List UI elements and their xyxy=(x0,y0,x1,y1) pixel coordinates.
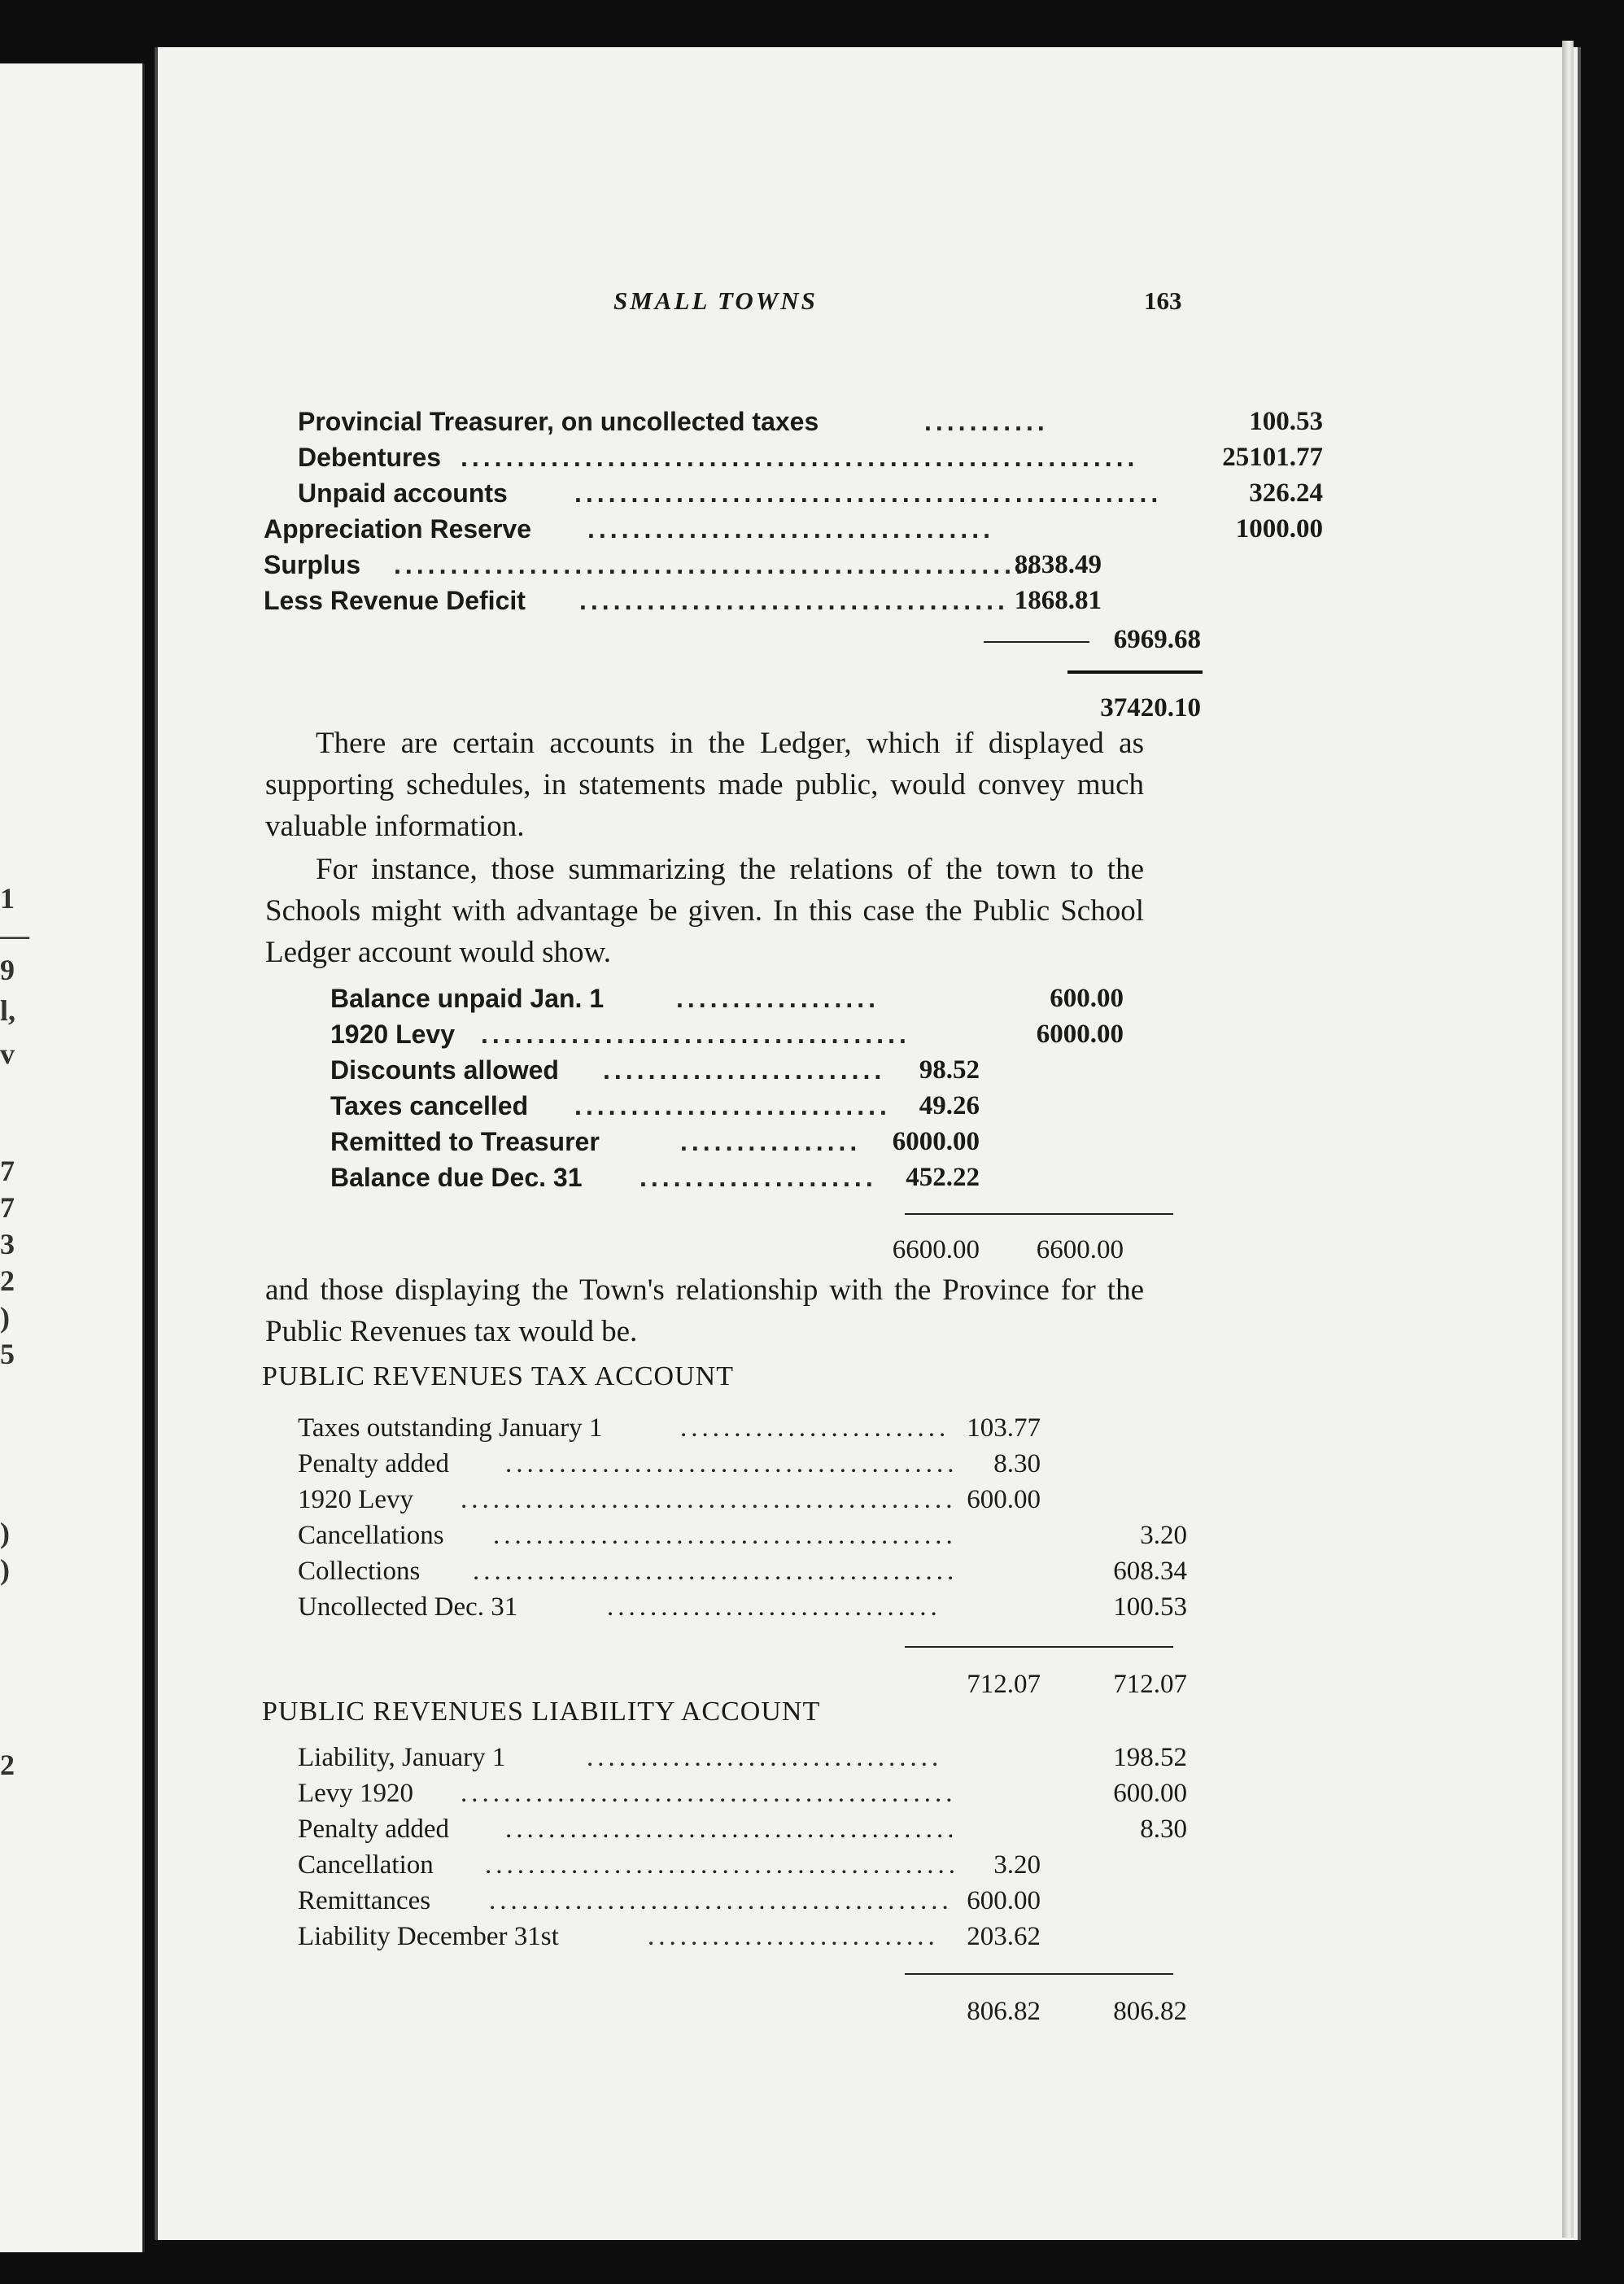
ledger-line xyxy=(298,1446,1193,1482)
facing-page-fragment: ) xyxy=(0,1301,10,1334)
dot-leader: .............................................. xyxy=(461,1485,957,1514)
dot-leader: ..................... xyxy=(640,1163,877,1192)
amount-col2: 608.34 xyxy=(1113,1557,1187,1586)
line-label: 1920 Levy xyxy=(298,1485,414,1514)
ledger-line xyxy=(298,1847,1193,1883)
line-label: Unpaid accounts xyxy=(298,478,508,508)
amount-col2: 6000.00 xyxy=(1036,1020,1124,1049)
line-label: Cancellations xyxy=(298,1521,444,1550)
amount-col1: 6000.00 xyxy=(892,1127,980,1156)
amount-col2: 100.53 xyxy=(1249,407,1323,436)
ledger-line xyxy=(298,1775,1193,1811)
dot-leader: ........................... xyxy=(648,1922,939,1951)
dot-leader: ...................................... xyxy=(481,1020,910,1049)
ledger-line xyxy=(298,1410,1193,1446)
line-label: Discounts allowed xyxy=(330,1055,559,1085)
dot-leader: .............................................. xyxy=(461,1779,957,1808)
dot-leader: ................ xyxy=(680,1127,862,1156)
total-col1: 712.07 xyxy=(967,1670,1041,1699)
dot-leader: ......................... xyxy=(680,1413,950,1443)
dot-leader: ........... xyxy=(924,407,1049,436)
amount-col1: 49.26 xyxy=(919,1091,980,1120)
ledger-line xyxy=(298,1518,1193,1553)
amount-col2: 600.00 xyxy=(1113,1779,1187,1808)
line-label: Taxes outstanding January 1 xyxy=(298,1413,603,1443)
ledger-line xyxy=(264,547,1191,583)
amount-col1: 3.20 xyxy=(993,1850,1041,1880)
facing-page-fragment: 2 xyxy=(0,1749,15,1781)
ledger-line xyxy=(298,404,1323,439)
amount-col2: 3.20 xyxy=(1140,1521,1187,1550)
line-label: Collections xyxy=(298,1557,421,1586)
ledger-line xyxy=(298,1553,1193,1589)
paragraph xyxy=(265,1269,1144,1352)
ledger-line xyxy=(298,1740,1193,1775)
total-col1: 6600.00 xyxy=(892,1235,980,1264)
account-heading: PUBLIC REVENUES TAX ACCOUNT xyxy=(262,1361,734,1391)
dot-leader: ............................................ xyxy=(485,1850,959,1880)
line-label: Penalty added xyxy=(298,1815,450,1844)
dot-leader: ......................... xyxy=(603,1055,886,1085)
amount-col2: 25101.77 xyxy=(1222,443,1323,472)
line-label: Balance due Dec. 31 xyxy=(330,1163,583,1192)
amount-col2: 198.52 xyxy=(1113,1743,1187,1772)
facing-page-fragment: v xyxy=(0,1037,15,1070)
account-heading: PUBLIC REVENUES LIABILITY ACCOUNT xyxy=(262,1697,821,1727)
line-label: Balance unpaid Jan. 1 xyxy=(330,984,605,1013)
line-label: Penalty added xyxy=(298,1449,450,1478)
amount-col1: 8.30 xyxy=(993,1449,1041,1478)
ledger-line xyxy=(330,1088,1144,1124)
running-head: SMALL TOWNS xyxy=(613,286,818,315)
amount-col1: 203.62 xyxy=(967,1922,1041,1951)
book-page xyxy=(155,47,1581,2240)
ledger-line xyxy=(330,1052,1144,1088)
total-col2: 806.82 xyxy=(1113,1997,1187,2026)
facing-page-fragment: 1 xyxy=(0,882,15,915)
ledger-line xyxy=(298,475,1323,511)
totals-line xyxy=(833,1232,1175,1268)
amount-col1: 600.00 xyxy=(967,1485,1041,1514)
ledger-line xyxy=(330,1016,1144,1052)
net-surplus-line xyxy=(1054,622,1201,657)
balance-total-line xyxy=(1054,690,1201,726)
facing-page-fragment: ) xyxy=(0,1553,10,1586)
total-rule xyxy=(905,1973,1173,1975)
page-fore-edge xyxy=(1562,41,1574,2238)
ledger-line xyxy=(298,1883,1193,1919)
facing-page-fragment: 2 xyxy=(0,1264,15,1297)
line-label: Remitted to Treasurer xyxy=(330,1127,600,1156)
paragraph xyxy=(265,723,1144,847)
facing-page-fragment: 7 xyxy=(0,1155,15,1187)
dot-leader: .......................................... xyxy=(505,1449,958,1478)
amount-col1: 8838.49 xyxy=(1014,550,1102,579)
total-col1: 806.82 xyxy=(967,1997,1041,2026)
dot-leader: ............................... xyxy=(607,1592,941,1622)
line-label: Less Revenue Deficit xyxy=(264,586,526,615)
totals-line xyxy=(894,1666,1195,1702)
line-label: Remittances xyxy=(298,1886,431,1915)
ledger-line xyxy=(264,511,1323,547)
facing-page-fragment: 3 xyxy=(0,1228,15,1260)
dot-leader: ......................................................... xyxy=(394,550,1038,579)
dot-leader: .................. xyxy=(676,984,880,1013)
amount-col2: 8.30 xyxy=(1140,1815,1187,1844)
total-rule xyxy=(905,1646,1173,1648)
ledger-line xyxy=(330,1159,1144,1195)
net-surplus-amount: 6969.68 xyxy=(1113,625,1201,654)
facing-page-fragment: — xyxy=(0,919,29,951)
ledger-line xyxy=(298,439,1323,475)
ledger-line xyxy=(298,1811,1193,1847)
line-label: Liability December 31st xyxy=(298,1922,559,1951)
total-col2: 6600.00 xyxy=(1036,1235,1124,1264)
totals-line xyxy=(894,1994,1195,2029)
paragraph-text: For instance, those summarizing the relations of the town to the Schools might with advantage be given. In this case the Public School Ledger account would show. xyxy=(265,853,1144,969)
dot-leader: ........................................... xyxy=(489,1886,953,1915)
amount-col2: 326.24 xyxy=(1249,478,1323,508)
ledger-line xyxy=(264,583,1191,618)
ledger-line xyxy=(298,1482,1193,1518)
dot-leader: .................................................... xyxy=(574,478,1163,508)
amount-col1: 1868.81 xyxy=(1014,586,1102,615)
line-label: Appreciation Reserve xyxy=(264,514,532,544)
facing-page-fragment: ) xyxy=(0,1517,10,1549)
total-rule xyxy=(1067,670,1203,674)
page-content xyxy=(158,47,1578,2240)
balance-total-amount: 37420.10 xyxy=(1100,693,1201,723)
ledger-line xyxy=(330,980,1144,1016)
amount-col1: 98.52 xyxy=(919,1055,980,1085)
amount-col1: 600.00 xyxy=(967,1886,1041,1915)
amount-col2: 100.53 xyxy=(1113,1592,1187,1622)
facing-page-fragment: 9 xyxy=(0,954,15,986)
facing-page-fragment: 5 xyxy=(0,1338,15,1370)
dot-leader: ................................. xyxy=(587,1743,943,1772)
amount-col2: 600.00 xyxy=(1050,984,1124,1013)
facing-page-fragment: l, xyxy=(0,994,16,1027)
dot-leader: ............................................................ xyxy=(461,443,1139,472)
line-label: Uncollected Dec. 31 xyxy=(298,1592,518,1622)
paragraph xyxy=(265,849,1144,973)
total-col2: 712.07 xyxy=(1113,1670,1187,1699)
total-rule xyxy=(905,1213,1173,1215)
ledger-line xyxy=(298,1919,1193,1954)
amount-col2: 1000.00 xyxy=(1235,514,1323,544)
dot-leader: .......................................... xyxy=(505,1815,958,1844)
ledger-line xyxy=(298,1589,1193,1625)
facing-page-edge xyxy=(0,63,145,2252)
line-label: Debentures xyxy=(298,443,442,472)
line-label: Taxes cancelled xyxy=(330,1091,529,1120)
line-label: Provincial Treasurer, on uncollected taxes xyxy=(298,407,819,436)
amount-col1: 452.22 xyxy=(906,1163,980,1192)
line-label: Cancellation xyxy=(298,1850,434,1880)
line-label: 1920 Levy xyxy=(330,1020,456,1049)
facing-page-fragment: 7 xyxy=(0,1191,15,1224)
line-label: Surplus xyxy=(264,550,361,579)
paragraph-text: and those displaying the Town's relationship with the Province for the Public Revenues tax would be. xyxy=(265,1273,1144,1348)
dot-leader: ............................ xyxy=(574,1091,891,1120)
dot-leader: .................................... xyxy=(587,514,995,544)
dot-leader: ...................................... xyxy=(579,586,1009,615)
line-label: Levy 1920 xyxy=(298,1779,414,1808)
line-label: Liability, January 1 xyxy=(298,1743,506,1772)
dot-leader: ............................................. xyxy=(473,1557,958,1586)
ledger-line xyxy=(330,1124,1144,1159)
amount-col1: 103.77 xyxy=(967,1413,1041,1443)
dot-leader: ........................................... xyxy=(493,1521,957,1550)
page-number: 163 xyxy=(1144,286,1182,315)
paragraph-text: There are certain accounts in the Ledger, which if displayed as supporting schedules, in statements made public, would convey much valuable information. xyxy=(265,727,1144,843)
